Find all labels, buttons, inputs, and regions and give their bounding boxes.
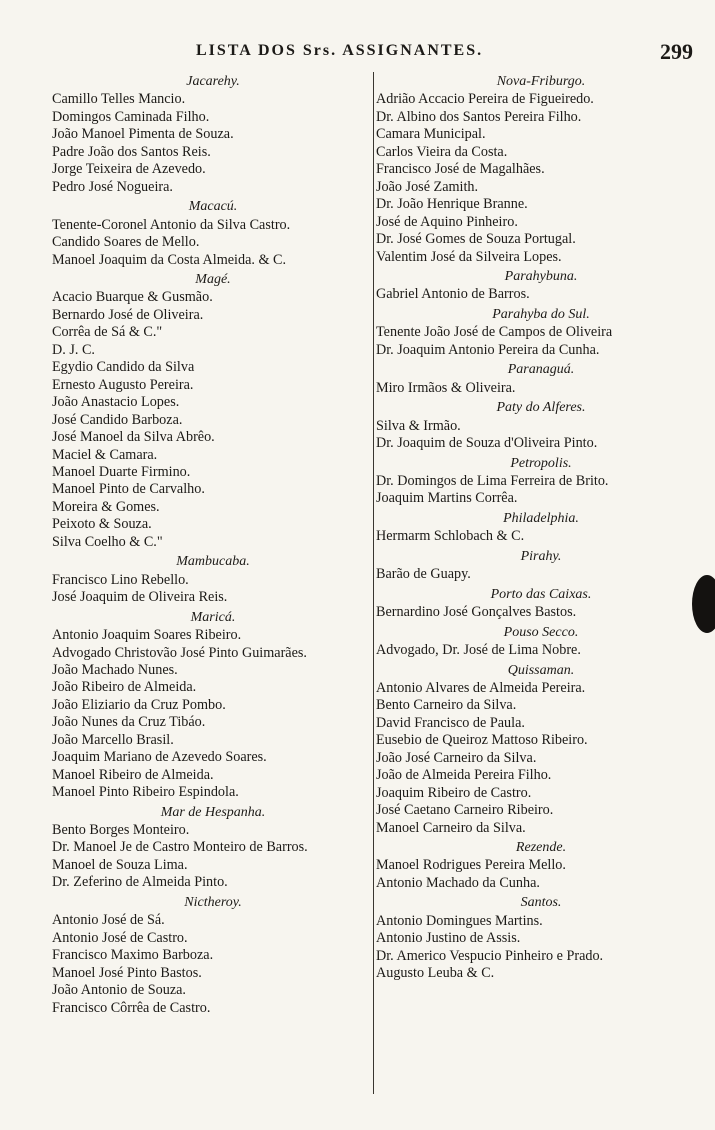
subscriber-section [52,73,374,196]
subscriber-section [376,399,706,452]
subscriber-entry: Francisco Lino Rebello. [52,571,189,588]
subscriber-entry: D. J. C. [52,341,95,358]
subscriber-entry: Joaquim Martins Corrêa. [376,490,518,507]
subscriber-entry: Manoel Pinto de Carvalho. [52,481,205,498]
subscriber-entry: Eusebio de Queiroz Mattoso Ribeiro. [376,732,588,749]
subscriber-section [376,894,706,982]
subscriber-entry: Manoel Pinto Ribeiro Espindola. [52,784,239,801]
page-title: LISTA DOS Srs. ASSIGNANTES. [196,42,484,59]
place-heading: Nova-Friburgo. [496,74,586,89]
place-heading: Parahybuna. [504,268,578,284]
subscriber-entry: Manoel Joaquim da Costa Almeida. & C. [52,251,287,268]
subscriber-entry: Dr. Albino dos Santos Pereira Filho. [376,108,582,125]
subscriber-entry: João José Carneiro da Silva. [376,749,537,766]
subscriber-entry: Dr. Americo Vespucio Pinheiro e Prado. [376,947,604,964]
subscriber-section [52,609,374,802]
subscriber-entry: João Manoel Pimenta de Souza. [52,126,234,143]
subscriber-entry: José Manoel da Silva Abrêo. [52,429,215,446]
subscriber-entry: Domingos Caminada Filho. [52,108,210,125]
subscriber-entry: Antonio Alvares de Almeida Pereira. [376,679,586,696]
subscriber-entry: João Nunes da Cruz Tibáo. [52,714,206,731]
subscriber-entry: Dr. Joaquim Antonio Pereira da Cunha. [376,341,600,358]
place-heading: Macacú. [188,199,238,215]
subscriber-entry: Moreira & Gomes. [52,498,160,515]
place-heading: Paty do Alferes. [496,400,586,416]
subscriber-section [376,510,706,546]
subscriber-entry: João de Almeida Pereira Filho. [376,767,552,784]
subscriber-entry: José Joaquim de Oliveira Reis. [52,589,228,606]
subscriber-entry: Antonio José de Castro. [52,929,188,946]
subscriber-entry: Pedro José Nogueira. [52,178,173,195]
place-heading: Mambucaba. [176,554,250,570]
subscriber-entry: Acacio Buarque & Gusmão. [52,289,213,306]
subscriber-entry: Jorge Teixeira de Azevedo. [52,161,206,178]
subscriber-entry: Dr. Manoel Je de Castro Monteiro de Barros. [52,839,308,856]
place-heading: Philadelphia. [503,510,579,526]
subscriber-entry: Manoel de Souza Lima. [52,856,188,873]
subscriber-section [376,624,706,660]
place-heading: Jacarehy. [186,74,240,89]
subscriber-section [376,839,706,892]
subscriber-entry: Antonio Joaquim Soares Ribeiro. [52,627,242,644]
subscriber-entry: Candido Soares de Mello. [52,234,200,251]
subscriber-section [52,198,374,269]
subscriber-entry: Bernardino José Gonçalves Bastos. [376,604,577,621]
subscriber-entry: Manoel Rodrigues Pereira Mello. [376,857,566,874]
subscriber-entry: Dr. Joaquim de Souza d'Oliveira Pinto. [376,435,598,452]
place-heading: Paranaguá. [507,362,575,378]
subscriber-entry: Adrião Accacio Pereira de Figueiredo. [376,91,594,108]
subscriber-entry: Valentim José da Silveira Lopes. [376,248,562,265]
subscriber-entry: Manoel Carneiro da Silva. [376,819,526,836]
subscriber-entry: Dr. Zeferino de Almeida Pinto. [52,874,228,891]
subscriber-section [376,306,706,359]
subscriber-entry: Antonio Domingues Martins. [376,912,543,929]
subscriber-section [52,271,374,551]
subscriber-entry: Manoel Duarte Firmino. [52,463,191,480]
subscriber-entry: Augusto Leuba & C. [376,965,495,982]
subscriber-section [376,586,706,622]
subscriber-entry: João Ribeiro de Almeida. [52,679,197,696]
place-heading: Rezende. [515,840,567,856]
place-heading: Magé. [195,271,231,287]
left-column [52,71,374,1017]
place-heading: Parahyba do Sul. [492,306,590,322]
subscriber-section [376,361,706,397]
subscriber-entry: Gabriel Antonio de Barros. [376,286,530,303]
subscriber-entry: Francisco José de Magalhães. [376,161,545,178]
subscriber-entry: Ernesto Augusto Pereira. [52,376,194,393]
place-heading: Pirahy. [520,548,562,564]
subscriber-section [52,894,374,1017]
subscriber-section [376,73,706,266]
place-heading: Pouso Secco. [503,624,579,640]
subscriber-entry: João Machado Nunes. [52,661,178,678]
ink-blot [692,575,715,633]
subscriber-entry: Barão de Guapy. [376,566,471,583]
subscriber-entry: David Francisco de Paula. [376,714,525,731]
place-heading: Petropolis. [510,455,572,471]
subscriber-entry: João José Zamith. [376,178,479,195]
subscriber-entry: João Antonio de Souza. [52,982,186,999]
subscriber-entry: Corrêa de Sá & C." [52,324,163,341]
subscriber-entry: Bento Carneiro da Silva. [376,697,517,714]
subscriber-entry: Maciel & Camara. [52,446,158,463]
subscriber-entry: Manoel José Pinto Bastos. [52,964,202,981]
subscriber-entry: Dr. José Gomes de Souza Portugal. [376,231,576,248]
page-header [0,39,715,68]
subscriber-entry: João Anastacio Lopes. [52,394,180,411]
subscriber-entry: Joaquim Mariano de Azevedo Soares. [52,749,267,766]
subscriber-entry: Francisco Côrrêa de Castro. [52,999,211,1016]
subscriber-entry: Camillo Telles Mancio. [52,91,186,108]
subscriber-entry: Silva Coelho & C." [52,533,163,550]
subscriber-entry: Peixoto & Souza. [52,516,152,533]
place-heading: Mar de Hespanha. [160,804,266,820]
subscriber-entry: João Eliziario da Cruz Pombo. [52,696,226,713]
place-heading: Porto das Caixas. [490,586,592,602]
place-heading: Quissaman. [507,662,575,678]
place-heading: Santos. [520,895,562,911]
subscriber-entry: Dr. Domingos de Lima Ferreira de Brito. [376,472,609,489]
subscriber-entry: Antonio Machado da Cunha. [376,874,540,891]
place-heading: Maricá. [190,609,236,625]
subscriber-entry: Joaquim Ribeiro de Castro. [376,784,532,801]
subscriber-entry: Padre João dos Santos Reis. [52,143,211,160]
subscriber-entry: Bernardo José de Oliveira. [52,306,204,323]
subscriber-entry: Silva & Irmão. [376,417,461,434]
page-number: 299 [660,39,693,64]
subscriber-entry: Camara Municipal. [376,126,486,143]
subscriber-section [376,268,706,304]
place-heading: Nictheroy. [184,894,242,910]
subscriber-entry: Advogado Christovão José Pinto Guimarães. [52,644,307,661]
subscriber-entry: Egydio Candido da Silva [52,359,195,376]
subscriber-entry: Manoel Ribeiro de Almeida. [52,766,214,783]
subscriber-entry: Dr. João Henrique Branne. [376,196,528,213]
subscriber-entry: Advogado, Dr. José de Lima Nobre. [376,642,581,659]
subscriber-entry: Francisco Maximo Barboza. [52,947,214,964]
subscriber-entry: Hermarm Schlobach & C. [376,528,525,545]
subscriber-entry: José Caetano Carneiro Ribeiro. [376,802,554,819]
subscriber-section [376,662,706,838]
subscriber-entry: Antonio José de Sá. [52,912,165,929]
subscriber-entry: Tenente-Coronel Antonio da Silva Castro. [52,216,291,233]
subscriber-entry: Miro Irmãos & Oliveira. [376,379,516,396]
right-column [376,71,706,983]
subscriber-entry: José de Aquino Pinheiro. [376,213,518,230]
subscriber-section [376,455,706,508]
subscriber-entry: João Marcello Brasil. [52,731,174,748]
subscriber-section [52,553,374,606]
subscriber-entry: José Candido Barboza. [52,411,183,428]
subscriber-entry: Antonio Justino de Assis. [376,930,521,947]
subscriber-section [52,804,374,892]
subscriber-entry: Bento Borges Monteiro. [52,822,190,839]
subscriber-entry: Carlos Vieira da Costa. [376,143,508,160]
subscriber-entry: Tenente João José de Campos de Oliveira [376,324,613,341]
subscriber-section [376,548,706,584]
column-divider [373,72,374,1094]
